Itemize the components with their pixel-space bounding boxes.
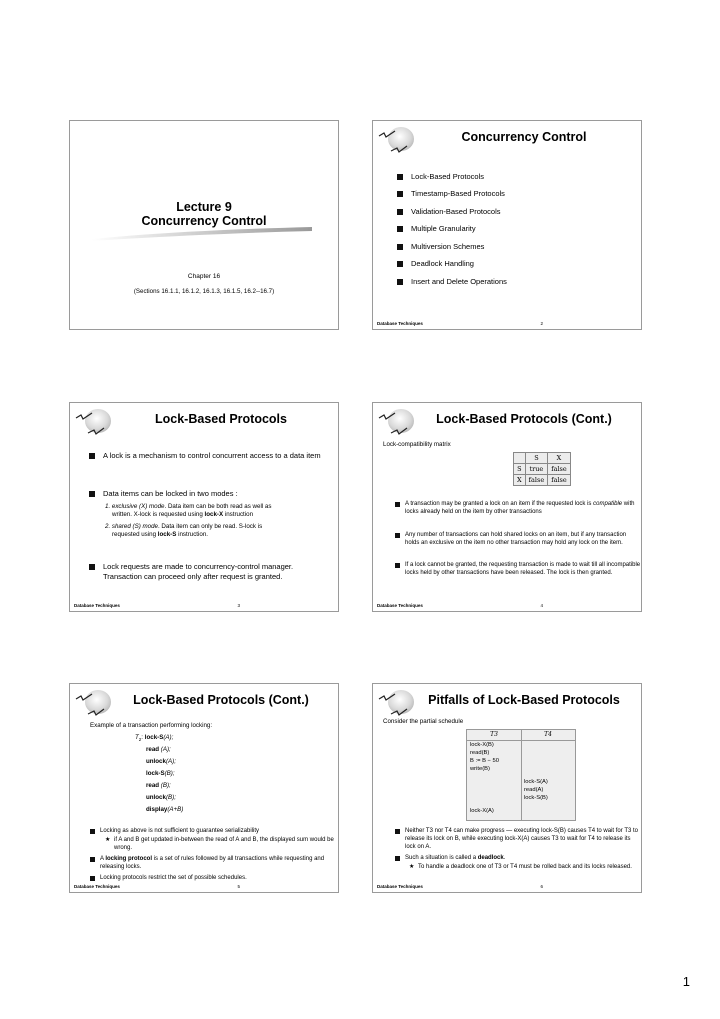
list-item: Multiversion Schemes [397, 242, 484, 252]
list-item: Timestamp-Based Protocols [397, 189, 505, 199]
slide-6 [372, 683, 642, 893]
schedule-col-t4: T4 [544, 731, 552, 738]
bullet-locking-protocol: A locking protocol is a set of rules followed by all transactions while requesting and releasing locks. [90, 855, 339, 871]
bullet-compatibility: A transaction may be granted a lock on an item if the requested lock is compatible with locks already held on the item by other transactions [395, 500, 641, 516]
bullet-shared-locks: Any number of transactions can hold shared locks on an item, but if any transaction holds an exclusive on the item no other transaction may hold any lock on the item. [395, 531, 641, 547]
list-item: Deadlock Handling [397, 259, 474, 269]
slide-1-chapter: Chapter 16 [187, 273, 221, 280]
slide-footer: Database Techniques [377, 603, 423, 608]
bullet-lock-requests: Lock requests are made to concurrency-control manager. Transaction can proceed only after request is granted. [89, 562, 333, 581]
matrix-cell: false [548, 464, 571, 475]
schedule-op: lock-X(A) [470, 808, 494, 814]
slide-1 [69, 120, 339, 330]
transaction-line: $T_2$: lock-S(A); [135, 734, 174, 743]
schedule-intro: Consider the partial schedule [383, 718, 464, 725]
matrix-cell: false [548, 475, 571, 486]
slide-number: 2 [540, 321, 543, 326]
slide-title: Pitfalls of Lock-Based Protocols [428, 693, 620, 707]
slide-3 [69, 402, 339, 612]
bullet-neither-progress: Neither T3 nor T4 can make progress — executing lock-S(B) causes T4 to wait for T3 to release its lock on B, while executing lock-X(A) causes T3 to wait for T4 to release its lock on A. [395, 827, 641, 851]
schedule-op: lock-S(A) [524, 779, 548, 785]
bullet-lock-definition: A lock is a mechanism to control concurrent access to a data item [89, 451, 333, 461]
matrix-header: X [548, 453, 571, 464]
example-intro: Example of a transaction performing locking: [90, 722, 213, 729]
slide-title: Concurrency Control [461, 130, 587, 144]
matrix-cell: false [525, 475, 548, 486]
slide-footer: Database Techniques [74, 884, 120, 889]
schedule-op: B := B − 50 [470, 758, 500, 764]
bullet-serializability: Locking as above is not sufficient to guarantee serializability [90, 827, 339, 835]
transaction-line: unlock(A); [146, 758, 176, 765]
slide-footer: Database Techniques [377, 321, 423, 326]
list-item: Multiple Granularity [397, 224, 476, 234]
schedule-op: lock-X(B) [470, 742, 494, 748]
transaction-line: display(A+B) [146, 806, 184, 813]
matrix-row-header: X [514, 475, 526, 486]
bullet-restrict: Locking protocols restrict the set of possible schedules. [90, 874, 339, 882]
slide-number: 6 [540, 884, 543, 889]
matrix-cell: true [525, 464, 548, 475]
mode-shared: 2. shared (S) mode. Data item can only be read. S-lock is requested using lock-S instruction. [105, 523, 263, 538]
slide-title: Lock-Based Protocols (Cont.) [436, 412, 612, 426]
page-number: 1 [682, 974, 690, 989]
bullet-deadlock: Such a situation is called a deadlock. [395, 854, 641, 862]
partial-schedule-table [466, 729, 576, 821]
slide-4 [372, 402, 642, 612]
slide-2 [372, 120, 642, 330]
slide-footer: Database Techniques [74, 603, 120, 608]
matrix-row-header: S [514, 464, 526, 475]
slide-title: Lock-Based Protocols (Cont.) [133, 693, 309, 707]
matrix-header: S [525, 453, 548, 464]
slide-5 [69, 683, 339, 893]
schedule-op: read(A) [524, 787, 544, 793]
mode-exclusive: 1. exclusive (X) mode. Data item can be both read as well as written. X-lock is requested using lock-X instruction [105, 503, 272, 518]
slide-1-title-line2: Concurrency Control [141, 214, 267, 228]
slide-1-title-line1: Lecture 9 [176, 200, 232, 214]
star-note: ★ if A and B get updated in-between the read of A and B, the displayed sum would be wrong. [105, 836, 334, 852]
star-note: ★ To handle a deadlock one of T3 or T4 must be rolled back and its locks released. [409, 863, 638, 871]
schedule-op: lock-S(B) [524, 795, 548, 801]
matrix-intro: Lock-compatibility matrix [383, 441, 451, 448]
schedule-op: write(B) [470, 766, 490, 772]
transaction-line: lock-S(B); [146, 770, 175, 777]
title-underline-swoosh [92, 225, 312, 241]
slide-footer: Database Techniques [377, 884, 423, 889]
slide-number: 4 [540, 603, 543, 608]
transaction-line: unlock(B); [146, 794, 176, 801]
list-item: Validation-Based Protocols [397, 207, 501, 217]
list-item: Insert and Delete Operations [397, 277, 507, 287]
bullet-wait: If a lock cannot be granted, the requesting transaction is made to wait till all incompatible locks held by other transactions have been released. The lock is then granted. [395, 561, 641, 577]
slide-number: 5 [237, 884, 240, 889]
slide-number: 3 [237, 603, 240, 608]
slide-title: Lock-Based Protocols [155, 412, 287, 426]
transaction-line: read (A); [146, 746, 171, 753]
list-item: Lock-Based Protocols [397, 172, 484, 182]
schedule-col-t3: T3 [490, 731, 498, 738]
schedule-op: read(B) [470, 750, 490, 756]
transaction-line: read (B); [146, 782, 171, 789]
bullet-lock-modes: Data items can be locked in two modes : [89, 489, 333, 499]
slide-1-sections: (Sections 16.1.1, 16.1.2, 16.1.3, 16.1.5, 16.2--16.7) [133, 288, 275, 295]
lock-compatibility-matrix [513, 452, 571, 486]
